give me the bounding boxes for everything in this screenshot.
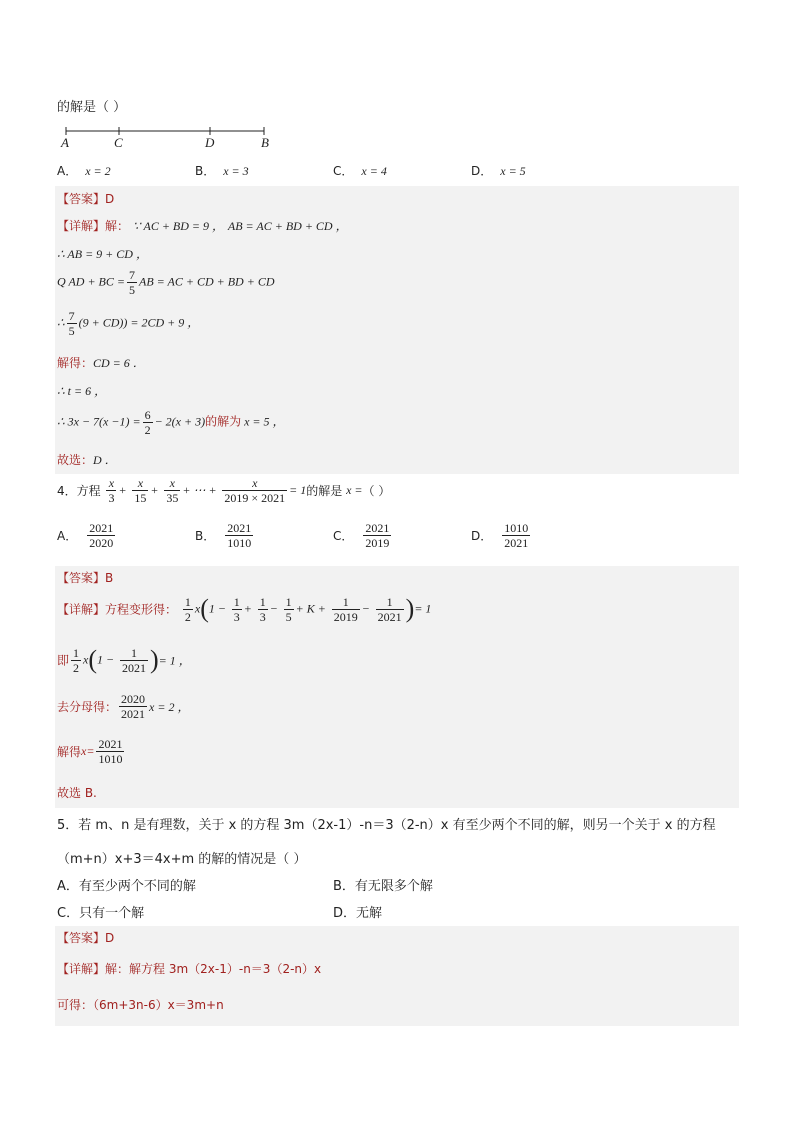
q5-detail-line-1: 【详解】解：解方程 3m（2x-1）-n＝3（2-n）x — [57, 962, 322, 976]
q5-question-line-2: （m+n）x+3＝4x+m 的解的情况是（ ） — [57, 852, 307, 867]
q4-detail-step-5: 故选 B. — [57, 786, 97, 800]
q4-option-d[interactable]: D． $\frac{1010}{2021}$ — [471, 521, 529, 550]
q3-option-c[interactable]: C． x = 4 — [333, 164, 387, 178]
q3-detail-line-6: ∴ t = 6 ， — [57, 384, 107, 398]
q5-detail-line-2: 可得：（6m+3n-6）x＝3m+n — [57, 998, 224, 1012]
q3-option-a[interactable]: A． x = 2 — [57, 164, 111, 178]
q4-option-b[interactable]: B． $\frac{2021}{1010}$ — [195, 521, 252, 550]
q3-detail-line-4: ∴ $\frac{7}{5}$ (9 + CD)) = 2CD + 9 ， — [57, 309, 200, 338]
q3-answer: 【答案】D — [57, 192, 115, 206]
q5-question-line-1: 5．若 m、n 是有理数，关于 x 的方程 3m（2x-1）-n＝3（2-n）x 有至少两个不同的解，则另一个关于 x 的方程 — [57, 818, 716, 833]
q3-detail-line-2: ∴ AB = 9 + CD ， — [57, 247, 148, 261]
line-segment-diagram — [56, 122, 286, 152]
q4-detail-step-3: 去分母得： $\frac{2020}{2021}$ x = 2 ， — [57, 692, 190, 721]
q4-detail-step-2: 即 $\frac{1}{2}$ x(1 − $\frac{1}{2021}$ )= 1 ， — [57, 645, 191, 675]
q3-option-b[interactable]: B． x = 3 — [195, 164, 249, 178]
q4-question: 4．方程 $\frac{x}{3}$ + $\frac{x}{15}$ + $\frac{x}{35}$ + ⋯ + $\frac{x}{2019 \times 2021}$ = 1的解是 x =（ ） — [57, 476, 391, 505]
point-label-c: C — [114, 135, 123, 150]
point-label-b: B — [261, 135, 269, 150]
q5-answer: 【答案】D — [57, 931, 115, 945]
q3-detail-line-1: 【详解】解： ∵ AC + BD = 9 ， AB = AC + BD + CD ， — [57, 219, 348, 233]
q3-detail-line-7: ∴ 3x − 7(x −1) = $\frac{6}{2}$ − 2(x + 3)的解为 x = 5 ， — [57, 408, 285, 437]
q5-option-c[interactable]: C．只有一个解 — [57, 906, 145, 921]
point-label-a: A — [61, 135, 69, 150]
q3-detail-line-3: Q AD + BC = $\frac{7}{5}$ AB = AC + CD + BD + CD — [57, 268, 275, 297]
q5-option-d[interactable]: D．无解 — [333, 906, 383, 921]
q4-detail-step-1: 【详解】方程变形得： $\frac{1}{2}$ x(1 − $\frac{1}{3}$ + $\frac{1}{3}$ − $\frac{1}{5}$ + K + $\frac{1}{2019}$ − $\frac{1}{2021}$ )= 1 — [57, 594, 432, 624]
q3-detail-line-8: 故选：D ． — [57, 453, 117, 467]
q4-option-c[interactable]: C． $\frac{2021}{2019}$ — [333, 521, 390, 550]
q5-option-a[interactable]: A．有至少两个不同的解 — [57, 879, 196, 894]
q5-option-b[interactable]: B．有无限多个解 — [333, 879, 433, 894]
q4-detail-step-4: 解得x= $\frac{2021}{1010}$ — [57, 737, 123, 766]
point-label-d: D — [205, 135, 215, 150]
q4-option-a[interactable]: A． $\frac{2021}{2020}$ — [57, 521, 114, 550]
question-intro: 的解是（ ） — [57, 100, 127, 115]
q4-answer: 【答案】B — [57, 571, 114, 585]
q3-detail-line-5: 解得：CD = 6 ． — [57, 356, 145, 370]
q3-option-d[interactable]: D． x = 5 — [471, 164, 526, 178]
